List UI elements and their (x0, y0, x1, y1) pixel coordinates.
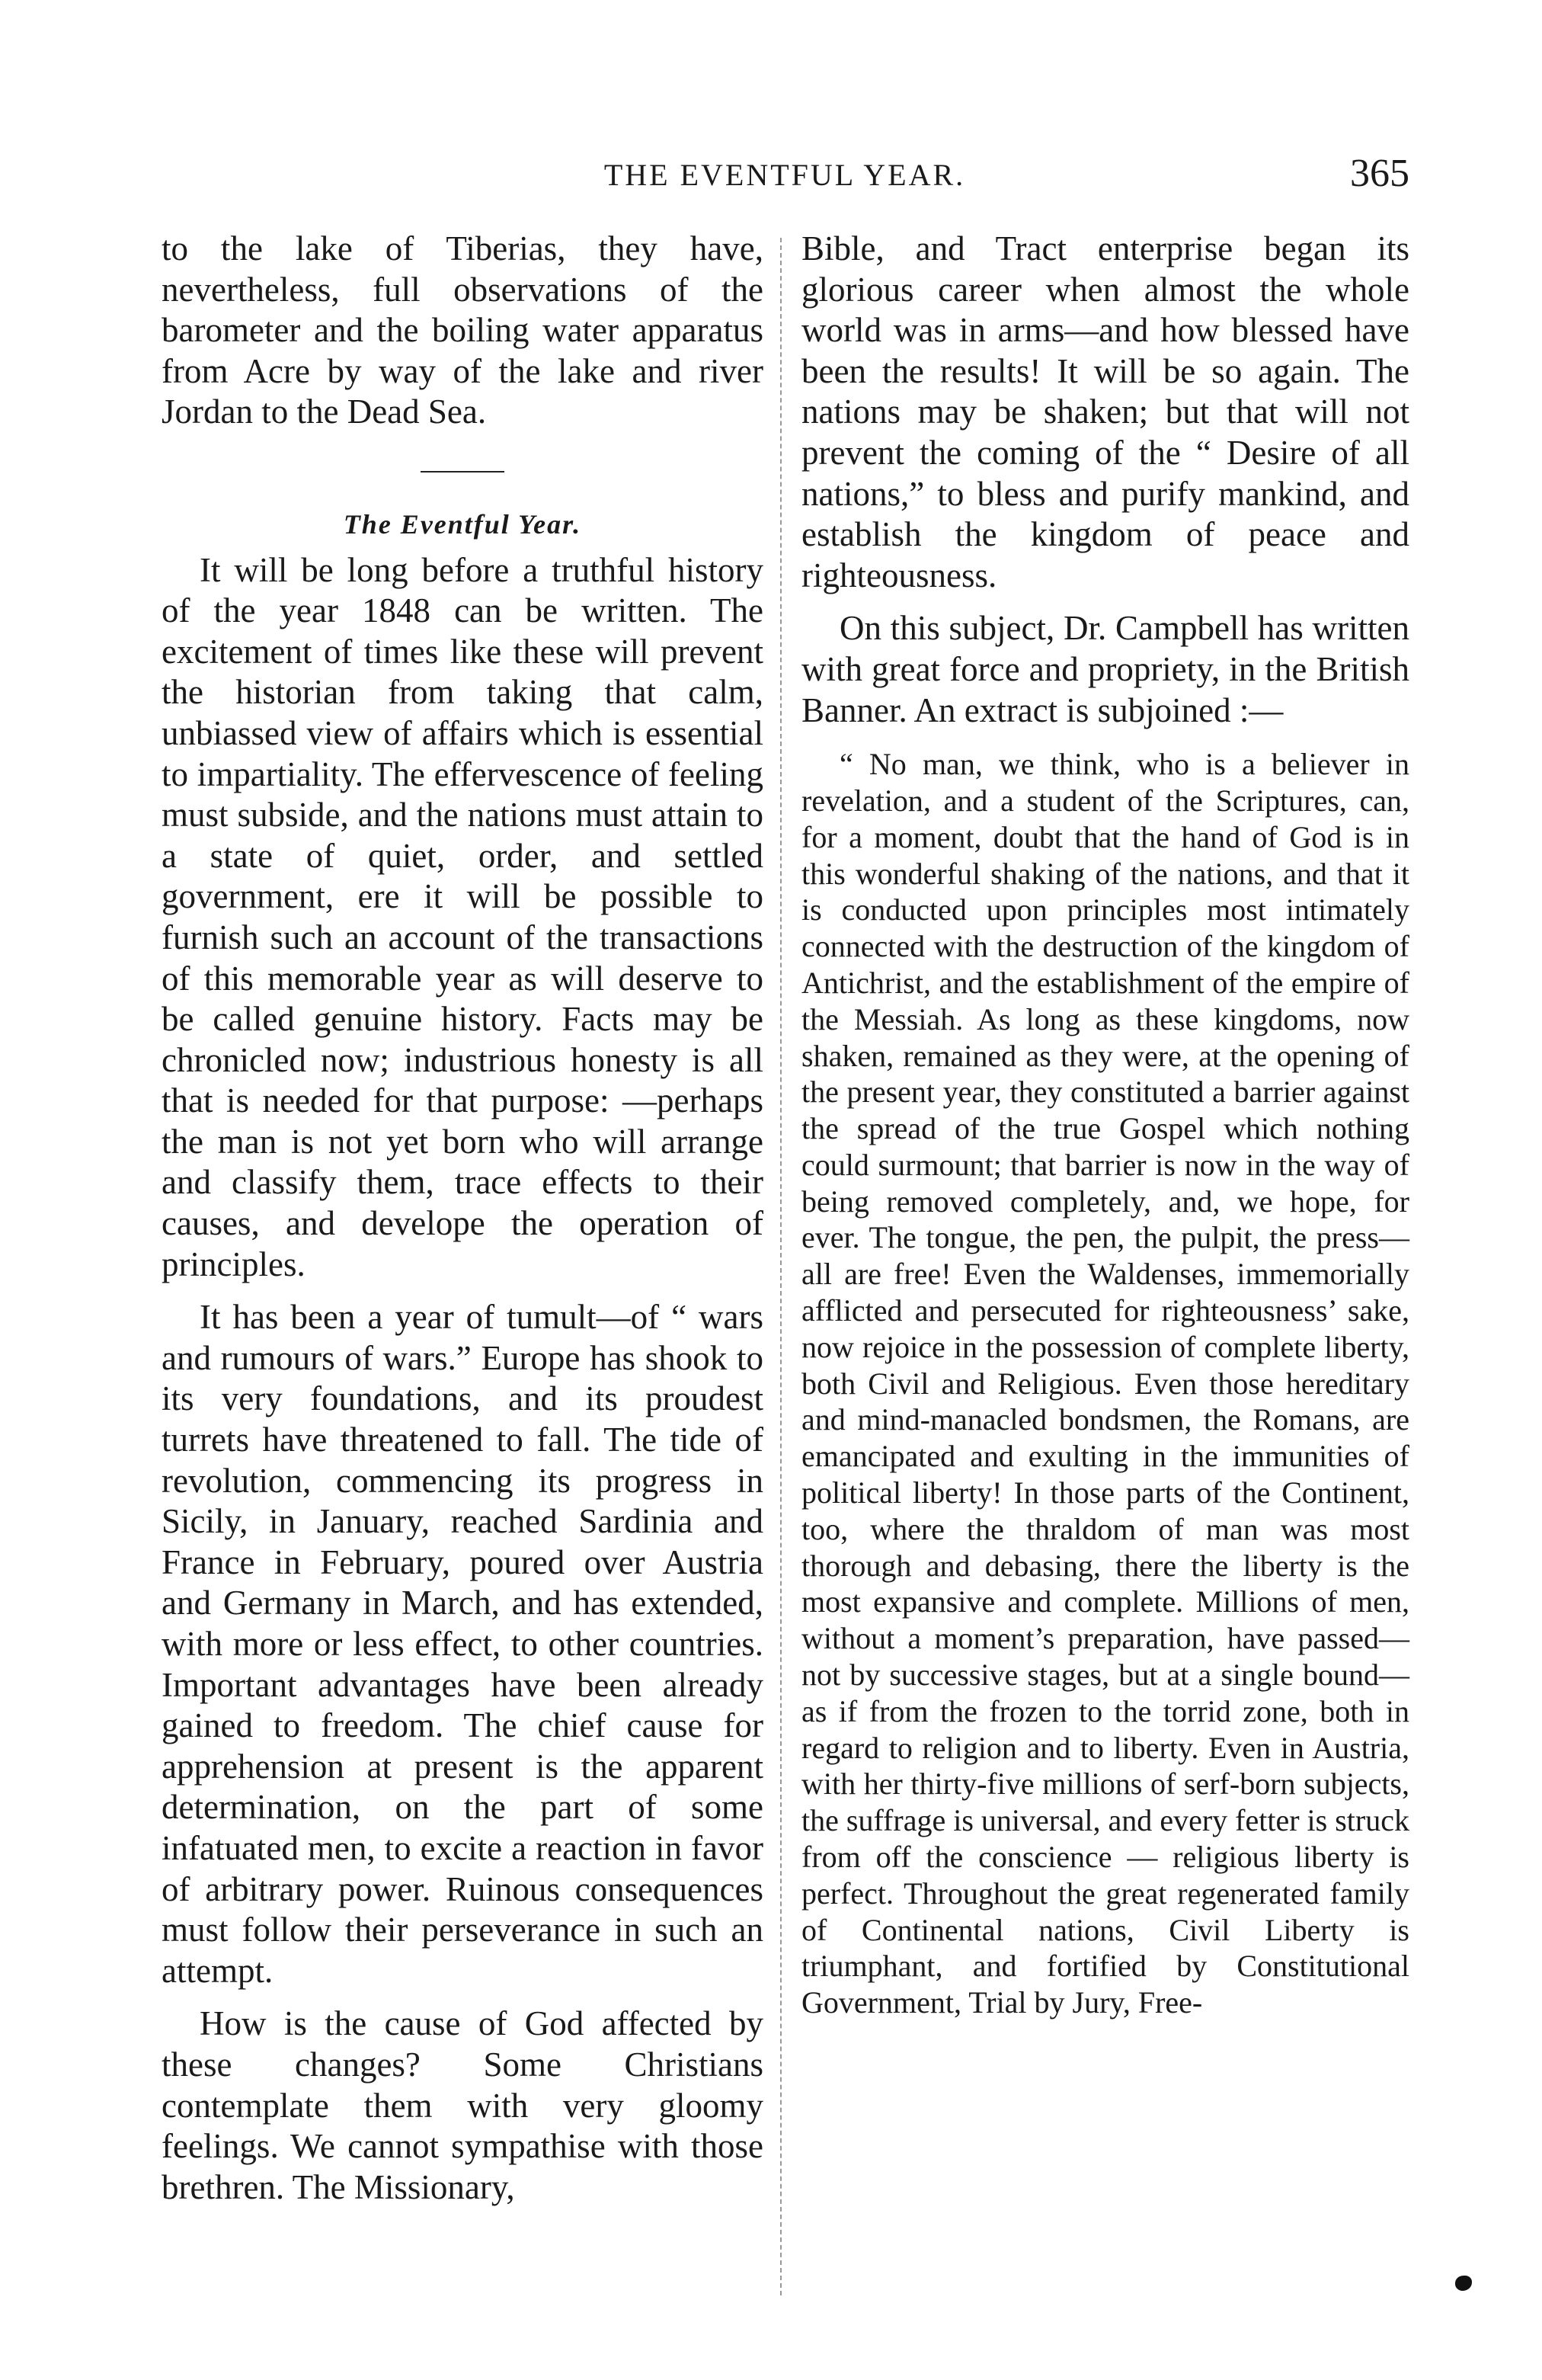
paragraph-continuation: Bible, and Tract enterprise began its glorious career when almost the whole world was in arms—and how blessed have been the results! It will be so again. The nations may be shaken; but that will not prevent the coming of the “ Desire of all nations,” to bless and purify mankind, and establish the kingdom of peace and righteousness. (801, 229, 1409, 594)
paragraph-tumult: It has been a year of tumult—of “ wars and rumours of wars.” Europe has shook to its very foundations, and its proudest turrets have threatened to fall. The tide of revolution, commencing its progress in Sicily, in January, reached Sardinia and France in February, poured over Austria and Germany in March, and has extended, with more or less effect, to other countries. Important advantages have been already gained to freedom. The chief cause for apprehension at present is the apparent determination, on the part of some infatuated men, to excite a reaction in favor of arbitrary power. Ruinous consequences must follow their perseverance in such an attempt. (162, 1298, 763, 1990)
intro-paragraph: to the lake of Tiberias, they have, nevertheless, full observations of the barometer and the boiling water apparatus from Acre by way of the lake and river Jordan to the Dead Sea. (162, 229, 763, 431)
section-separator (421, 471, 504, 472)
column-divider (780, 238, 782, 2295)
extract-quote: “ No man, we think, who is a believer in revelation, and a student of the Scriptures, can, for a moment, doubt that the hand of God is in this wonderful shaking of the nations, and that it is conducted upon principles most intimately connected with the destruction of the kingdom of Antichrist, and the establishment of the empire of the Messiah. As long as these kingdoms, now shaken, remained as they were, at the opening of the present year, they constituted a barrier against the spread of the true Gospel which nothing could surmount; that barrier is now in the way of being removed completely, and, we hope, for ever. The tongue, the pen, the pulpit, the press—all are free! Even the Waldenses, immemorially afflicted and persecuted for righteousness’ sake, now rejoice in the possession of complete liberty, both Civil and Religious. Even those hereditary and mind-manacled bondsmen, the Romans, are emancipated and exulting in the immunities of political liberty! In those parts of the Continent, too, where the thraldom of man was most thorough and debasing, there the liberty is the most expansive and complete. Millions of men, without a moment’s preparation, have passed—not by successive stages, but at a single bound—as if from the frozen to the torrid zone, both in regard to religion and to liberty. Even in Austria, with her thirty-five millions of serf-born subjects, the suffrage is universal, and every fetter is struck from off the conscience — religious liberty is perfect. Throughout the great regenerated family of Continental nations, Civil Liberty is triumphant, and fortified by Constitutional Government, Trial by Jury, Free- (801, 747, 1409, 2020)
right-column (801, 229, 1409, 2021)
left-column (162, 229, 763, 2208)
section-title: The Eventful Year. (343, 508, 582, 540)
running-title: THE EVENTFUL YEAR. (603, 158, 966, 192)
page-header (160, 152, 1409, 210)
paragraph-cause-of-god: How is the cause of God affected by these changes? Some Christians contemplate them with very gloomy feelings. We cannot sympathise with those brethren. The Missionary, (162, 2004, 763, 2206)
page-number: 365 (1350, 152, 1409, 195)
ink-blot-mark (1455, 2276, 1472, 2291)
paragraph-campbell: On this subject, Dr. Campbell has written with great force and propriety, in the British Banner. An extract is subjoined :— (801, 609, 1409, 729)
paragraph-history: It will be long before a truthful history of the year 1848 can be written. The excitement of times like these will prevent the historian from taking that calm, unbiassed view of affairs which is essential to impartiality. The effervescence of feeling must subside, and the nations must attain to a state of quiet, order, and settled government, ere it will be possible to furnish such an account of the transactions of this memorable year as will deserve to be called genuine history. Facts may be chronicled now; industrious honesty is all that is needed for that purpose: —perhaps the man is not yet born who will arrange and classify them, trace effects to their causes, and develope the operation of principles. (162, 550, 763, 1283)
